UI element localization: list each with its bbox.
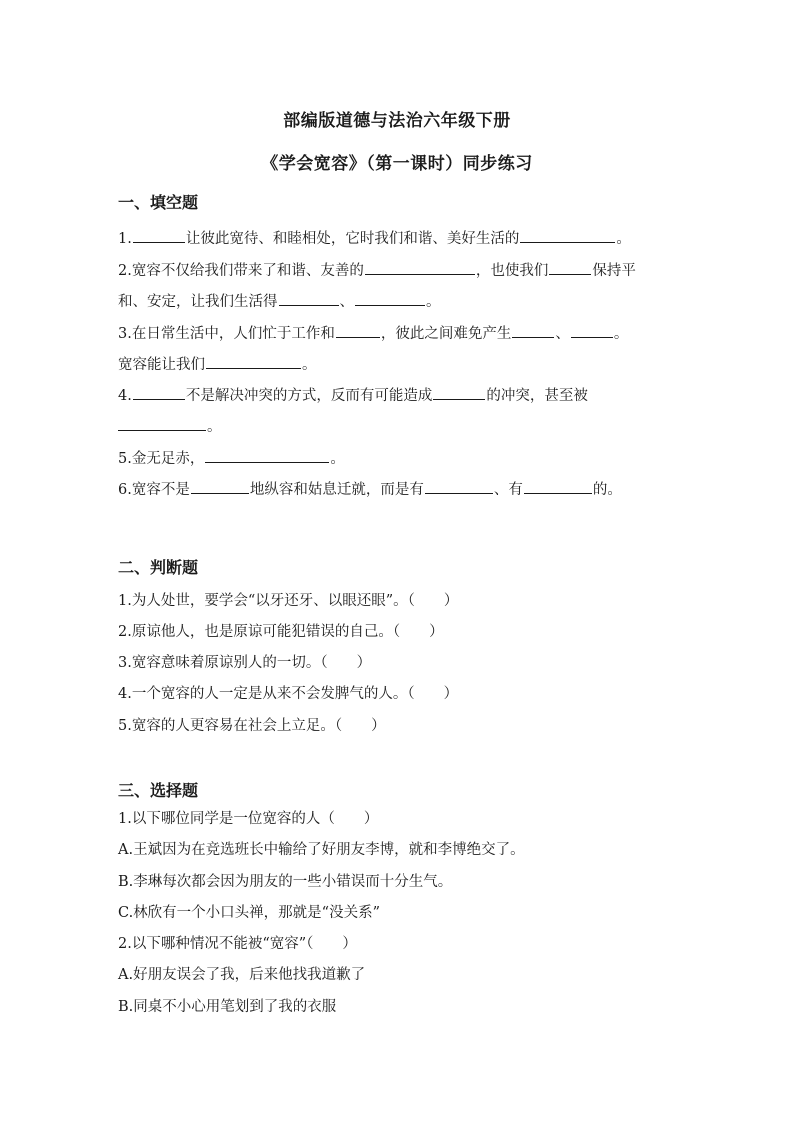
fill-question-2: 2.宽容不仅给我们带来了和谐、友善的 ，也使我们 保持平 (118, 259, 698, 281)
fill-question-4: 4. 不是解决冲突的方式，反而有可能造成 的冲突，甚至被 (118, 384, 698, 406)
fill-question-3-cont: 宽容能让我们 。 (118, 353, 698, 375)
fill-question-3: 3.在日常生活中，人们忙于工作和 ，彼此之间难免产生 、 。 (118, 322, 698, 344)
fill-question-1: 1. 让彼此宽待、和睦相处，它时我们和谐、美好生活的 。 (118, 227, 698, 249)
judge-question: 3.宽容意味着原谅别人的一切。（ ） (118, 655, 372, 671)
choice-question: 1.以下哪位同学是一位宽容的人（ ） (118, 811, 379, 827)
answer-blank[interactable] (365, 259, 475, 275)
judge-question: 5.宽容的人更容易在社会上立足。（ ） (118, 718, 386, 734)
choice-option: B.同桌不小心用笔划到了我的衣服 (118, 999, 337, 1015)
choice-option: A.王斌因为在竞选班长中输给了好朋友李博，就和李博绝交了。 (118, 842, 525, 858)
section-heading-fill-blank: 一、填空题 (118, 193, 199, 212)
answer-blank[interactable] (549, 259, 591, 275)
answer-blank[interactable] (118, 415, 206, 431)
page-subtitle: 《学会宽容》（第一课时）同步练习 (261, 154, 533, 174)
choice-option: B.李琳每次都会因为朋友的一些小错误而十分生气。 (118, 874, 453, 890)
fill-question-2-cont: 和、安定，让我们生活得 、 。 (118, 290, 698, 312)
section-heading-multiple-choice: 三、选择题 (118, 781, 199, 800)
choice-option: C.林欣有一个小口头禅，那就是“没关系” (118, 905, 381, 921)
judge-question: 1.为人处世，要学会“以牙还牙、以眼还眼”。（ ） (118, 593, 459, 609)
answer-blank[interactable] (133, 384, 185, 400)
judge-question: 2.原谅他人，也是原谅可能犯错误的自己。（ ） (118, 624, 444, 640)
choice-option: A.好朋友误会了我，后来他找我道歉了 (118, 967, 366, 983)
answer-blank[interactable] (512, 322, 554, 338)
answer-blank[interactable] (433, 384, 485, 400)
judge-question: 4.一个宽容的人一定是从来不会发脾气的人。（ ） (118, 686, 459, 702)
fill-question-6: 6.宽容不是 地纵容和姑息迁就，而是有 、有 的。 (118, 478, 698, 500)
answer-blank[interactable] (524, 478, 592, 494)
answer-blank[interactable] (571, 322, 613, 338)
answer-blank[interactable] (279, 290, 339, 306)
answer-blank[interactable] (520, 227, 615, 243)
choice-question: 2.以下哪种情况不能被“宽容”（ ） (118, 936, 357, 952)
fill-question-5: 5.金无足赤， 。 (118, 447, 698, 469)
answer-blank[interactable] (336, 322, 380, 338)
answer-blank[interactable] (355, 290, 425, 306)
answer-blank[interactable] (191, 478, 249, 494)
answer-blank[interactable] (206, 353, 301, 369)
fill-question-4-cont: 。 (118, 415, 698, 437)
page-title: 部编版道德与法治六年级下册 (283, 111, 511, 131)
section-heading-true-false: 二、判断题 (118, 558, 199, 577)
answer-blank[interactable] (205, 447, 329, 463)
answer-blank[interactable] (133, 227, 185, 243)
answer-blank[interactable] (425, 478, 493, 494)
